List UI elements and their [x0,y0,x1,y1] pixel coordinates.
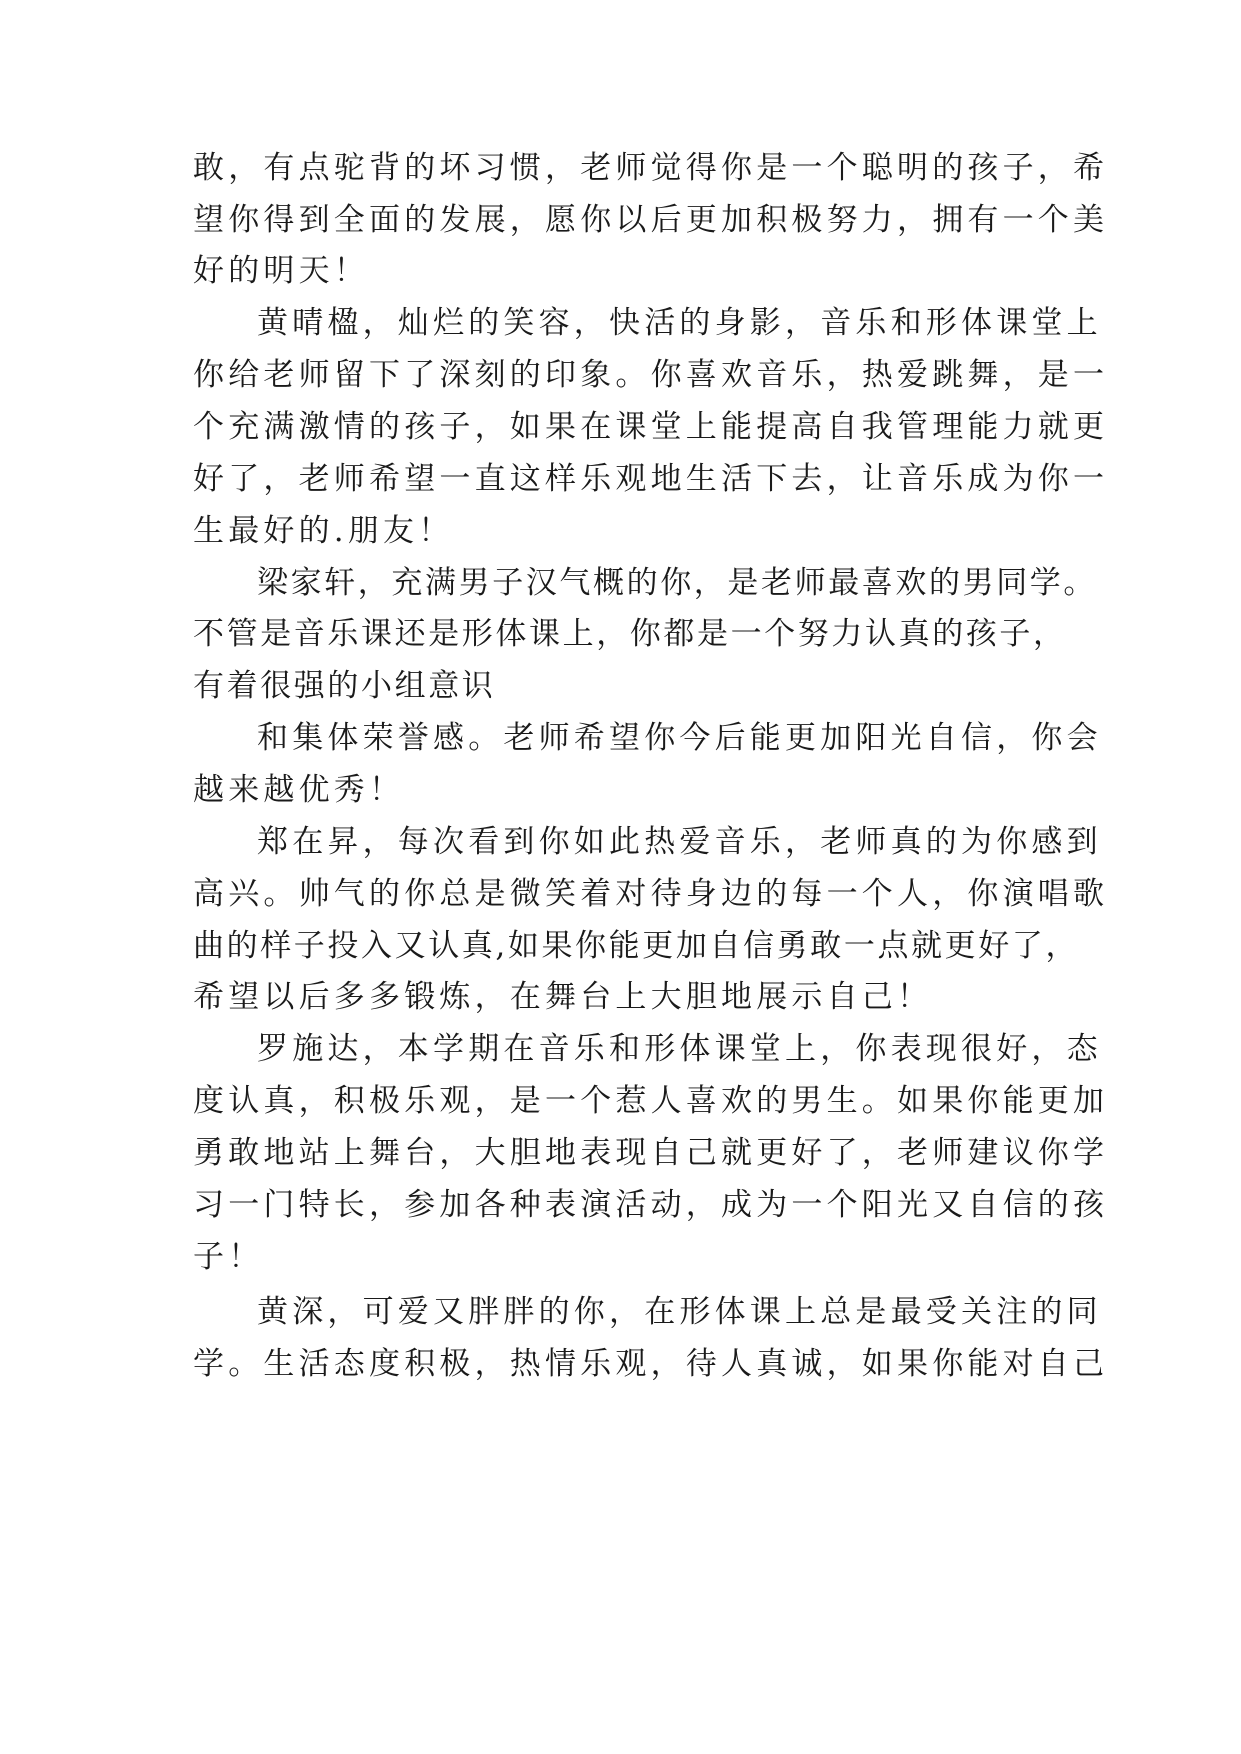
text-line: 个充满激情的孩子，如果在课堂上能提高自我管理能力就更 [193,409,1109,445]
text-line: 勇敢地站上舞台，大胆地表现自己就更好了，老师建议你学 [193,1135,1109,1171]
text-line: 不管是音乐课还是形体课上，你都是一个努力认真的孩子， [193,616,1067,652]
text-line: 好了，老师希望一直这样乐观地生活下去，让音乐成为你一 [193,461,1109,497]
text-line: 曲的样子投入又认真,如果你能更加自信勇敢一点就更好了， [193,928,1080,964]
text-line: 有着很强的小组意识 [193,668,496,704]
text-line: 好的明天！ [193,253,369,289]
paragraph-first-line: 黄深，可爱又胖胖的你，在形体课上总是最受关注的同 [257,1294,1102,1330]
text-line: 子！ [193,1239,264,1275]
text-line: 越来越优秀！ [193,772,405,808]
text-line: 度认真，积极乐观，是一个惹人喜欢的男生。如果你能更加 [193,1083,1109,1119]
text-line: 学。生活态度积极，热情乐观，待人真诚，如果你能对自己 [193,1346,1109,1382]
paragraph-first-line: 罗施达，本学期在音乐和形体课堂上，你表现很好，态 [257,1031,1102,1067]
text-line: 高兴。帅气的你总是微笑着对待身边的每一个人，你演唱歌 [193,876,1109,912]
text-line: 敢，有点驼背的坏习惯，老师觉得你是一个聪明的孩子，希 [193,150,1109,186]
paragraph-first-line: 郑在昇，每次看到你如此热爱音乐，老师真的为你感到 [257,824,1102,860]
text-line: 望你得到全面的发展，愿你以后更加积极努力，拥有一个美 [193,202,1109,238]
paragraph-first-line: 黄晴楹，灿烂的笑容，快活的身影，音乐和形体课堂上 [257,305,1102,341]
paragraph-first-line: 和集体荣誉感。老师希望你今后能更加阳光自信，你会 [257,720,1102,756]
text-line: 习一门特长，参加各种表演活动，成为一个阳光又自信的孩 [193,1187,1109,1223]
text-line: 希望以后多多锻炼，在舞台上大胆地展示自己！ [193,979,933,1015]
paragraph-first-line: 梁家轩，充满男子汉气概的你，是老师最喜欢的男同学。 [257,565,1097,601]
text-line: 你给老师留下了深刻的印象。你喜欢音乐，热爱跳舞，是一 [193,357,1109,393]
text-line: 生最好的.朋友！ [193,513,454,549]
